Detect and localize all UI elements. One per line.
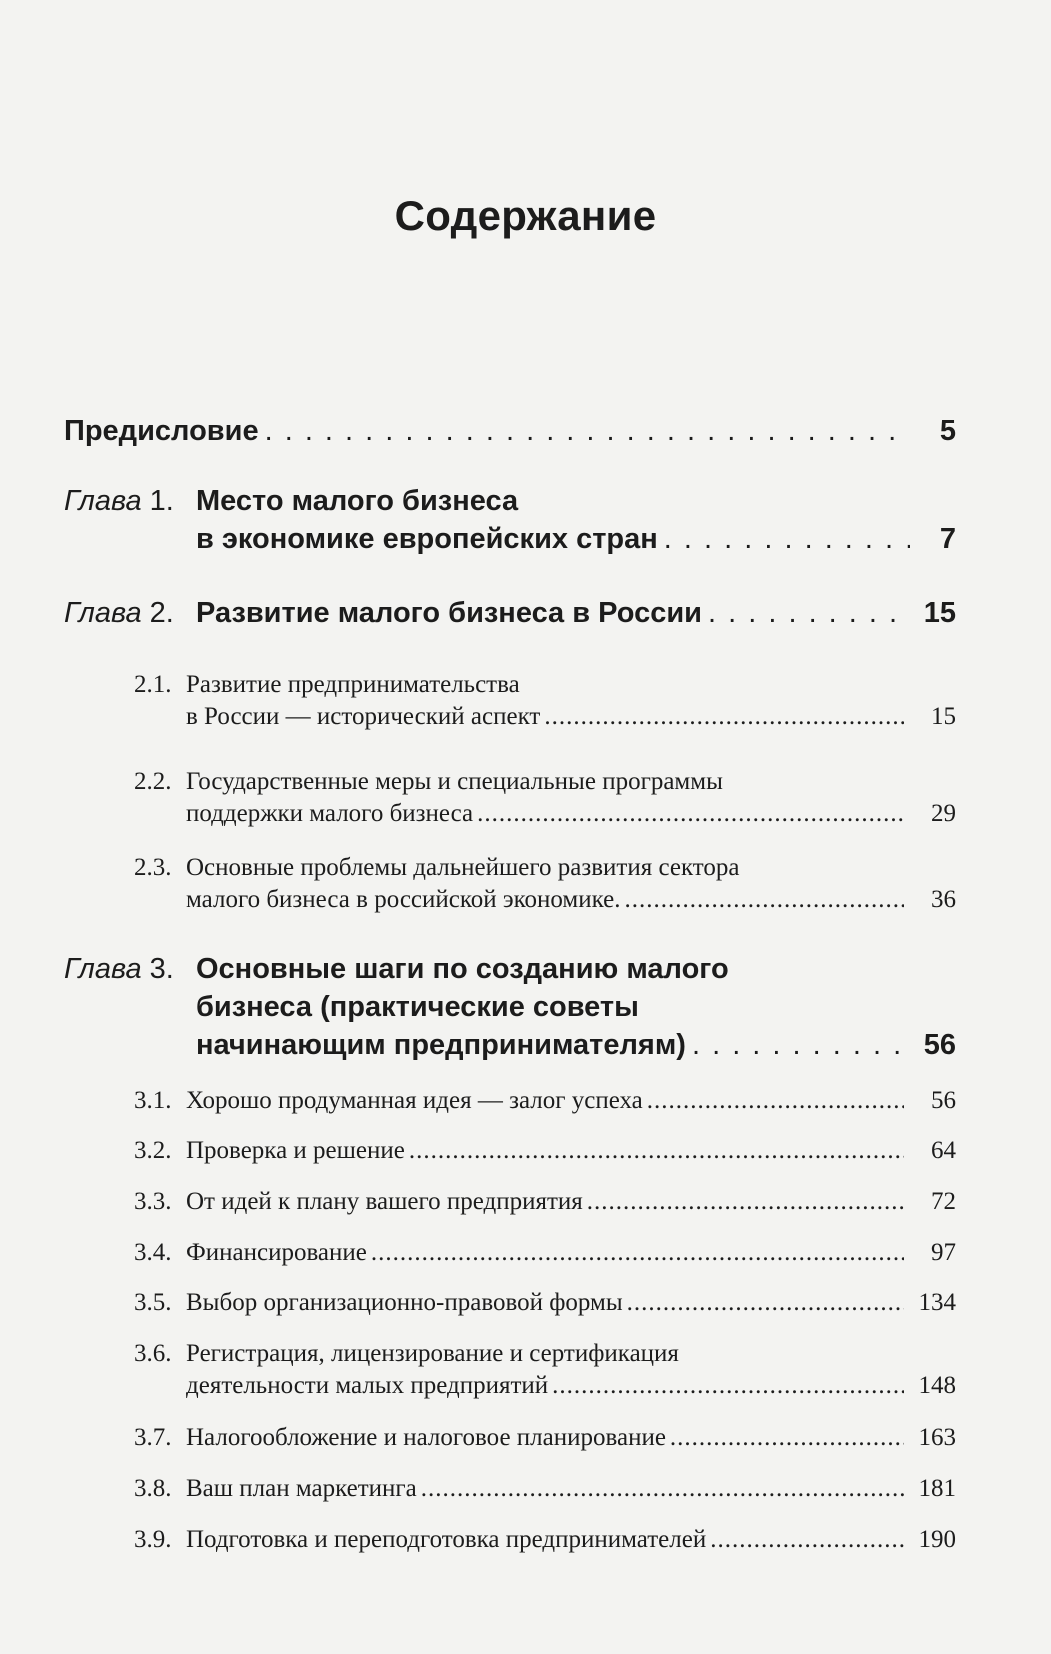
toc-page-number: 190: [918, 1526, 956, 1553]
section-number: 3.8.: [134, 1475, 172, 1502]
dot-leader: [664, 520, 910, 558]
chapter-label: Глава 1.: [64, 485, 174, 517]
dot-leader: [692, 1026, 910, 1064]
dot-leader: [624, 884, 904, 916]
section-number: 3.6.: [134, 1340, 172, 1367]
toc-page-number: 7: [939, 523, 956, 555]
toc-entry-body: [186, 766, 956, 830]
toc-entry-body: [186, 1135, 956, 1167]
toc-entry-body: [186, 1186, 956, 1218]
dot-leader: [552, 1370, 904, 1402]
toc-page-number: 163: [918, 1424, 956, 1451]
toc-page-number: 56: [931, 1087, 956, 1114]
dot-leader: [708, 594, 910, 632]
toc-entry-title: От идей к плану вашего предприятия: [186, 1188, 583, 1215]
toc-entry-body: [196, 594, 956, 632]
toc-entry-title: Налогообложение и налоговое планирование: [186, 1424, 666, 1451]
page-title: Содержание: [394, 192, 657, 239]
section-number: 3.5.: [134, 1289, 172, 1316]
section-number: 3.2.: [134, 1137, 172, 1164]
toc-page-number: 64: [931, 1137, 956, 1164]
toc-entry-title: Финансирование: [186, 1239, 367, 1266]
section-number: 2.3.: [134, 854, 172, 881]
toc-page-number: 15: [931, 703, 956, 730]
section-number: 3.3.: [134, 1188, 172, 1215]
toc-entry-body: [186, 1524, 956, 1556]
toc-entry-title: бизнеса (практические советы: [196, 991, 639, 1023]
toc-entry-body: [196, 950, 956, 1064]
dot-leader: [544, 701, 904, 733]
toc-entry-body: [186, 1338, 956, 1402]
toc-page-number: 5: [939, 415, 956, 447]
toc-entry-title: Выбор организационно-правовой формы: [186, 1289, 623, 1316]
toc-page-number: 181: [918, 1475, 956, 1502]
toc-entry-title: в экономике европейских стран: [196, 523, 658, 555]
toc-entry-body: [186, 852, 956, 916]
toc-entry-body: [186, 1422, 956, 1454]
dot-leader: [710, 1524, 904, 1556]
toc-page-number: 36: [931, 886, 956, 913]
chapter-label: Глава 2.: [64, 597, 174, 629]
toc-page-number: 72: [931, 1188, 956, 1215]
section-number: 3.1.: [134, 1087, 172, 1114]
toc-page-number: 134: [918, 1289, 956, 1316]
toc-entry-body: [64, 412, 956, 450]
toc-entry-body: [186, 669, 956, 733]
toc-entry-body: [186, 1473, 956, 1505]
toc-page-number: 148: [918, 1372, 956, 1399]
dot-leader: [265, 412, 910, 450]
toc-entry-title: малого бизнеса в российской экономике.: [186, 886, 621, 913]
toc-entry-title: Хорошо продуманная идея — залог успеха: [186, 1087, 643, 1114]
toc-entry-title: Место малого бизнеса: [196, 485, 519, 517]
toc-entry-title: Развитие малого бизнеса в России: [196, 597, 702, 629]
toc-page-number: 56: [923, 1029, 956, 1061]
toc-entry-title: в России — исторический аспект: [186, 703, 541, 730]
dot-leader: [421, 1473, 904, 1505]
dot-leader: [371, 1237, 904, 1269]
dot-leader: [647, 1085, 904, 1117]
toc-entry-title: Основные шаги по созданию малого: [196, 953, 729, 985]
toc-page-number: 97: [931, 1239, 956, 1266]
toc-entry-title: Предисловие: [64, 415, 259, 447]
chapter-label: Глава 3.: [64, 953, 174, 985]
toc-entry-title: Развитие предпринимательства: [186, 671, 520, 698]
toc-entry-body: [186, 1237, 956, 1269]
dot-leader: [477, 798, 904, 830]
toc-page-number: 15: [923, 597, 956, 629]
section-number: 2.2.: [134, 768, 172, 795]
dot-leader: [670, 1422, 904, 1454]
toc-entry-title: начинающим предпринимателям): [196, 1029, 686, 1061]
dot-leader: [587, 1186, 904, 1218]
toc-entry-body: [196, 482, 956, 558]
section-number: 3.9.: [134, 1526, 172, 1553]
toc-entry-title: Ваш план маркетинга: [186, 1475, 417, 1502]
dot-leader: [409, 1135, 904, 1167]
dot-leader: [627, 1287, 904, 1319]
toc-entry-title: Проверка и решение: [186, 1137, 405, 1164]
toc-entry-title: поддержки малого бизнеса: [186, 800, 474, 827]
toc-entry-title: Подготовка и переподготовка предпринимателей: [186, 1526, 707, 1553]
toc-entry-title: Государственные меры и специальные программы: [186, 768, 723, 795]
toc-entry-title: деятельности малых предприятий: [186, 1372, 549, 1399]
section-number: 3.7.: [134, 1424, 172, 1451]
section-number: 3.4.: [134, 1239, 172, 1266]
toc-page-number: 29: [931, 800, 956, 827]
toc-entry-title: Регистрация, лицензирование и сертификация: [186, 1340, 679, 1367]
toc-entry-body: [186, 1287, 956, 1319]
section-number: 2.1.: [134, 671, 172, 698]
toc-entry-body: [186, 1085, 956, 1117]
toc-entry-title: Основные проблемы дальнейшего развития сектора: [186, 854, 740, 881]
